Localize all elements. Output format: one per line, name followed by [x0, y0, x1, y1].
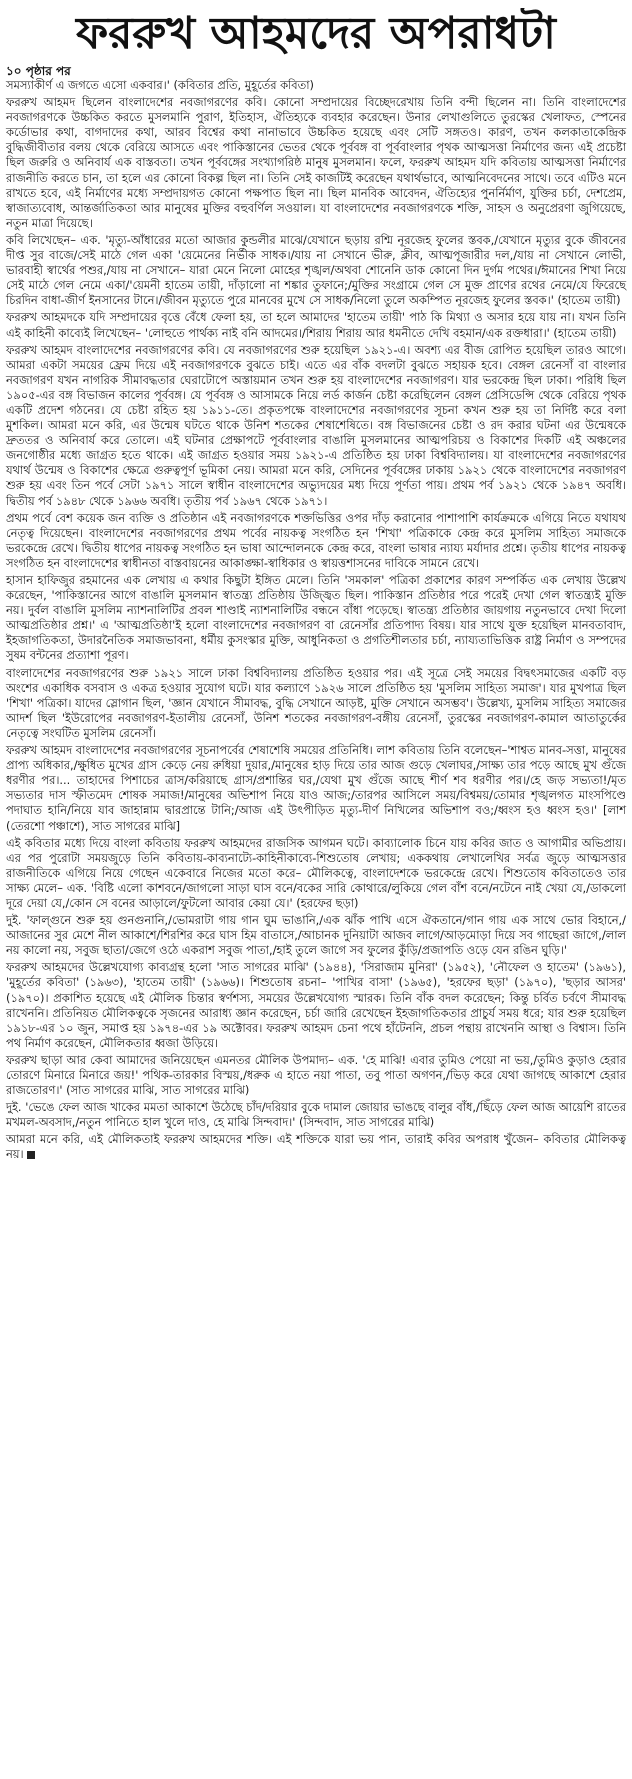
article-paragraph: সমস্যাকীর্ণ এ জগতে এসো একবার।' (কবিতার প্রতি, মুহূর্তের কবিতা): [6, 78, 314, 92]
article-paragraph: এই কবিতার মধ্যে দিয়ে বাংলা কবিতায় ফররুখ আহমদের রাজসিক আগমন ঘটে। কাব্যালোক চিনে যায় কবির জাত ও আগামীর অভিপ্রায়। এর পর পুরোটা সময়জুড়ে তিনি কবিতায়-কাব্যনাট্যে-কাহিনীকাব্যে-শিশুতোষ লেখায়; এককথায় লেখালেখির সর্বত্র জুড়ে আত্মসত্তার রাজনীতিকে এগিয়ে নিয়ে গেছেন একেবারে নিজের মতো করে– মৌলিকত্বে, বাংলাদেশকে ভরকেন্দ্রে রেখে। শিশুতোষ কবিতাতেও তার সাক্ষ্য মেলে– এক. 'বিষ্টি এলো কাশবনে/জাগলো সাড়া ঘাস বনে/বকের সারি কোথারে/লুকিয়ে গেল বাঁশ বনে/নটেনে নাই খেয়া যে,/ডাকলো দূরে দেয়া যে,/কোন সে বনের আড়ালে/ফুটলো আবার কেয়া যে।' (হরফের ছড়া): [6, 835, 626, 910]
article-paragraph: ফররুখ আহমদের উল্লেখযোগ্য কাব্যগ্রন্থ হলো 'সাত সাগরের মাঝি' (১৯৪৪), 'সিরাজাম মুনিরা' (১৯৫২), 'নৌফেল ও হাতেম' (১৯৬১), 'মুহূর্তের কবিতা' (১৯৬৩), 'হাতেম তায়ী' (১৯৬৬)। শিশুতোষ রচনা– 'পাখির বাসা' (১৯৬৫), 'হরফের ছড়া' (১৯৭০), 'ছড়ার আসর' (১৯৭০)। প্রকাশিত হয়েছে এই মৌলিক চিন্তার স্বর্ণশস্য, সময়ের উল্লেখযোগ্য স্মারক। তিনি বাঁক বদল করেছেন; কিন্তু চর্বিত চর্বণে সীমাবদ্ধ রাখেননি। প্রতিনিয়ত মৌলিকত্বকে সৃজনের আরাধ্য জ্ঞান করেছেন, চর্চা জারি রেখেছেন ইহজাগতিকতার প্রাচুর্য সময় ধরে; যার শুরু হয়েছিল ১৯১৮-এর ১০ জুন, সমাপ্ত হয় ১৯৭৪-এর ১৯ অক্টোবর। ফররুখ আহমদ চেনা পথে হাঁটেননি, প্রচল পন্থায় রাখেননি আস্থা ও বিশ্বাস। তিনি পথ নির্মাণ করেছেন, মৌলিকতার ধ্বজা উড়িয়ে।: [6, 960, 626, 1050]
article-headline: ফররুখ আহমদের অপরাধটা: [76, 8, 556, 59]
article-paragraph: ফররুখ আহমদ বাংলাদেশের নবজাগরণের সূচনাপর্বের শেষাশেষি সময়ের প্রতিনিধি। লাশ কবিতায় তিনি বলেছেন–'শাশ্বত মানব-সত্তা, মানুষের প্রাপ্য অধিকার,/ক্ষুধিত মুখের গ্রাস কেড়ে নেয় রুধিয়া দুয়ার,/মানুষের হাড় দিয়ে তার আজ গুড়ে খেলাঘর,/সাক্ষ্য তার পড়ে আছে মুখ গুঁজে ধরণীর পর।... তাহাদের পিশাচের ত্রাস/করিয়াছে গ্রাস/প্রশান্তির ঘর,/যেথা মুখ গুঁজে আছে শীর্ণ শব ধরণীর পর।/হে জড় সভ্যতা!/মৃত সভ্যতার দাস স্ফীতমেদ শোষক সমাজ!/মানুষের অভিশাপ নিয়ে যাও আজ;/তারপর আসিলে সময়/বিশ্বময়/তোমার শৃঙ্খলগত মাংসপিণ্ডে পদাঘাত হানি/নিয়ে যাব জাহান্নাম দ্বারপ্রান্তে টানি;/আজ এই উৎপীড়িত মৃত্যু-দীর্ণ নিখিলের অভিশাপ বও;/ধ্বংস হও ধ্বংস হও।' [লাশ (তেরশো পঞ্চাশে), সাত সাগরের মাঝি]: [6, 743, 626, 833]
article-paragraph: দুই. 'ভেঙে ফেল আজ খাকের মমতা আকাশে উঠেছে চাঁদ/দরিয়ার বুকে দামাল জোয়ার ভাঙছে বালুর বাঁধ,/ছিঁড়ে ফেল আজ আয়েশি রাতের মখমল-অবসাদ,/নতুন পানিতে হাল খুলে দাও, হে মাঝি সিন্দবাদ।' (সিন্দবাদ, সাত সাগরের মাঝি): [6, 1100, 626, 1130]
article-body: [6, 78, 626, 1163]
article-paragraph-final: [6, 1132, 626, 1162]
article-paragraph: বাংলাদেশের নবজাগরণের শুরু ১৯২১ সালে ঢাকা বিশ্ববিদ্যালয় প্রতিষ্ঠিত হওয়ার পর। এই সূত্রে সেই সময়ের বিদ্বৎসমাজের একটি বড় অংশের একাধিক বসবাস ও একত্র হওয়ার সুযোগ ঘটে। যার কল্যাণে ১৯২৬ সালে প্রতিষ্ঠিত হয় 'মুসলিম সাহিত্য সমাজ'। যার মুখপাত্র ছিল 'শিখা' পত্রিকা। যাদের স্লোগান ছিল, 'জ্ঞান যেখানে সীমাবদ্ধ, বুদ্ধি সেখানে আড়ষ্ট, মুক্তি সেখানে অসম্ভব'। উল্লেখ্য, মুসলিম সাহিত্য সমাজের আদর্শ ছিল 'ইউরোপের নবজাগরণ-ইতালীয় রেনেসাঁ, উনিশ শতকের নবজাগরণ-বঙ্গীয় রেনেসাঁ, তুরস্কের নবজাগরণ-কামাল আতাতুর্কের নেতৃত্বে সংঘটিত মুসলিম রেনেসাঁ।: [6, 665, 626, 740]
article-paragraph: প্রথম পর্বে বেশ কয়েক জন ব্যক্তি ও প্রতিষ্ঠান এই নবজাগরণকে শক্তভিত্তির ওপর দাঁড় করানোর পাশাপাশি কার্যক্রমকে এগিয়ে নিতে যথাযথ নেতৃত্ব দিয়েছেন। বাংলাদেশের নবজাগরণের প্রথম পর্বের নায়কত্ব সংগঠিত হন 'শিখা' পত্রিকাকে কেন্দ্র করে মুসলিম সাহিত্য সমাজকে ভরকেন্দ্রে রেখে। দ্বিতীয় ধাপের নায়কত্ব সংগঠিত হন ভাষা আন্দোলনকে কেন্দ্র করে, বাংলা ভাষার ন্যায্য মর্যাদার প্রশ্নে। তৃতীয় ধাপের নায়কত্ব সংগঠিত হন বাংলাদেশের স্বাধীনতা বাস্তবায়নের আকাঙ্ক্ষা-স্বাধিকার ও স্বায়ত্তশাসনের দাবিকে সামনে রেখে।: [6, 510, 626, 570]
end-of-article-mark: [27, 1151, 35, 1159]
article-closing-text: আমরা মনে করি, এই মৌলিকতাই ফররুখ আহমদের শক্তি। এই শক্তিকে যারা ভয় পান, তারাই কবির অপরাধ খুঁজেন– কবিতার মৌলিকত্ব নয়।: [6, 1132, 626, 1162]
article-paragraph: দুই. 'ফাল্গুনে শুরু হয় গুনগুনানি,/ভোমরাটা গায় গান ঘুম ভাঙানি,/এক ঝাঁক পাখি এসে ঐকতানে/গান গায় এক সাথে ভোর বিহানে,/আজানের সুর মেশে নীল আকাশে/শিরশির করে ঘাস হিম বাতাসে,/আচানক দুনিয়াটা আজব লাগে/আড়মোড়া দিয়ে সব গাছেরা জাগে,/লাল নয় কালো নয়, সবুজ ছাতা/জেগে ওঠে একরাশ সবুজ পাতা,/হাই তুলে জাগে সব ফুলের কুঁড়ি/প্রজাপতি ওড়ে যেন রঙিন ঘুড়ি।': [6, 913, 626, 958]
article-paragraph: ফররুখ আহমদ বাংলাদেশের নবজাগরণের কবি। যে নবজাগরণের শুরু হয়েছিল ১৯২১-এ। অবশ্য এর বীজ রোপিত হয়েছিল তারও আগে। আমরা একটা সময়ের ফ্রেম দিয়ে এই নবজাগরণকে বুঝতে চাই। এতে এর বাঁক বদলটা বুঝতে সহায়ক হবে। বেঙ্গল রেনেসাঁ বা বাংলার নবজাগরণ যখন নাগরিক সীমাবদ্ধতার ঘেরাটোপে অস্তায়মান তখন শুরু হয় বাংলাদেশের নবজাগরণ। যার ভরকেন্দ্র ছিল ঢাকা। পরিধি ছিল ১৯০৫-এর বঙ্গ বিভাজন কালের পূর্ববঙ্গ। যে পূর্ববঙ্গ ও আসামকে নিয়ে লর্ড কার্জন চেষ্টা করেছিলেন বেঙ্গল প্রেসিডেন্সি থেকে বেরিয়ে পৃথক একটি প্রদেশ গঠনের। যে চেষ্টা রহিত হয় ১৯১১-তে। প্রকৃতপক্ষে বাংলাদেশের নবজাগরণের সূচনা কখন শুরু হয় তা নির্দিষ্ট করে বলা মুশকিল। আমরা মনে করি, এর উন্মেষ ঘটতে থাকে উনিশ শতকের শেষাশেষিতে। বঙ্গ বিভাজনের চেষ্টা ও রদ করার ঘটনা এর উন্মেষকে দ্রুততর ও অনিবার্য করে তোলে। এই ঘটনার প্রেক্ষাপটে পূর্ববাংলার বাঙালি মুসলমানের আত্মপরিচয় ও বিকাশের দিকটি এই অঞ্চলের জনগোষ্ঠীর মধ্যে জাগ্রত হতে থাকে। এই জাগ্রত হওয়ার সময় ১৯২১-এ প্রতিষ্ঠিত হয় ঢাকা বিশ্ববিদ্যালয়। যা বাংলাদেশের নবজাগরণের যথার্থ উন্মেষ ও বিকাশের ক্ষেত্রে গুরুত্বপূর্ণ ভূমিকা নেয়। আমরা মনে করি, সেদিনের পূর্ববঙ্গের ঢাকায় ১৯২১ থেকে বাংলাদেশের নবজাগরণ শুরু হয় এবং তিন পর্বে সেটা ১৯৭১ সালে স্বাধীন বাংলাদেশের অভ্যুদয়ের মধ্য দিয়ে পূর্ণতা পায়। প্রথম পর্ব ১৯২১ থেকে ১৯৪৭ অবধি। দ্বিতীয় পর্ব ১৯৪৮ থেকে ১৯৬৬ অবধি। তৃতীয় পর্ব ১৯৬৭ থেকে ১৯৭১।: [6, 342, 626, 508]
article-paragraph: ফররুখ আহমদ ছিলেন বাংলাদেশের নবজাগরণের কবি। কোনো সম্প্রদায়ের বিচ্ছেদরেখায় তিনি বন্দী ছিলেন না। তিনি বাংলাদেশের নবজাগরণকে উচ্চকিত করতে মুসলমানি পুরাণ, ইতিহাস, ঐতিহ্যকে ব্যবহার করেছেন। উনার লেখাগুলিতে তুরস্কের খেলাফত, স্পেনের কর্ডোভার কথা, বাগদাদের কথা, আরব বিশ্বের কথা নানাভাবে উচ্চকিত হয়েছে এবং সেটি সঙ্গতও। কারণ, তখন কলকাতাকেন্দ্রিক বুদ্ধিজীবীতার বলয় থেকে বেরিয়ে আসতে এবং পাকিস্তানের ভেতর থেকে পূর্ববঙ্গ বা পূর্ববাংলার পৃথক আত্মসত্তা নির্মাণের জন্য এই প্রচেষ্টা ছিল জরুরি ও অনিবার্য এক বাস্তবতা। তখন পূর্ববঙ্গের সংখ্যাগরিষ্ঠ মানুষ মুসলমান। ফলে, ফররুখ আহমদ যদি কবিতায় আত্মসত্তা নির্মাণের রাজনীতি করতে চান, তা হলে এর কোনো বিকল্প ছিল না। তিনি সেই কাজটিই করেছেন যথার্থভাবে, আত্মনিবেদনের সাথে। তবে এটিও মনে রাখতে হবে, এই নির্মাণের মধ্যে সম্প্রদায়গত কোনো পক্ষপাত ছিল না। ছিল মানবিক আবেদন, ঐতিহ্যের পুনর্নির্মাণ, যুক্তির চর্চা, দেশপ্রেম, স্বাজাত্যবোধ, আন্তর্জাতিকতা আর মানুষের মুক্তির বহুবর্ণিল সওয়াল। যা বাংলাদেশের নবজাগরণকে শক্তি, সাহস ও অনুপ্রেরণা জুগিয়েছে, নতুন মাত্রা দিয়েছে।: [6, 95, 626, 230]
article-paragraph: হাসান হাফিজুর রহমানের এক লেখায় এ কথার কিছুটা ইঙ্গিত মেলে। তিনি 'সমকাল' পত্রিকা প্রকাশের কারণ সম্পর্কিত এক লেখায় উল্লেখ করেছেন, 'পাকিস্তানের আগে বাঙালি মুসলমান স্বাতন্ত্র্য প্রতিষ্ঠায় উজ্জ্বিত ছিল। পাকিস্তান প্রতিষ্ঠার পরে পরেই দেখা গেল স্বাতন্ত্র্যই মুক্তি নয়। দুর্বল বাঙালি মুসলিম ন্যাশনালিটির প্রবল শাণ্ডাই ন্যাশনালিটির বন্ধনে বাঁধা পড়েছে। স্বাতন্ত্র্য প্রতিষ্ঠার জায়গায় নতুনভাবে দেখা দিলো আত্মপ্রতিষ্ঠার প্রশ্ন।' এ 'আত্মপ্রতিষ্ঠা'ই হলো বাংলাদেশের নবজাগরণ বা রেনেসাঁর প্রতিপাদ্য বিষয়। যার সাথে যুক্ত হয়েছিল মানবতাবাদ, ইহজাগতিকতা, উদারনৈতিক সমাজভাবনা, ধর্মীয় কুসংস্কার মুক্তি, আধুনিকতা ও প্রগতিশীলতার চর্চা, ন্যায্যতাভিত্তিক রাষ্ট্র নির্মাণ ও সম্পদের সুষম বন্টনের প্রত্যাশা পূরণ।: [6, 573, 626, 663]
article-paragraph: ফররুখ ছাড়া আর কেবা আমাদের জনিয়েছেন এমনতর মৌলিক উপমাদ্য– এক. 'হে মাঝি! এবার তুমিও পেয়ো না ভয়,/তুমিও কুড়াও হেরার তোরণে মিনারে মিনারে জয়!' পথিক-তারকার বিস্ময়,/ধরুক এ হাতে নয়া পাতা, তবু পাতা অগণন,/ভিড় করে যেথা জাগছে আকাশে হেরার রাজতোরণ।' (সাত সাগরের মাঝি, সাত সাগরের মাঝি): [6, 1052, 626, 1098]
article-paragraph: কবি লিখেছেন– এক. 'মৃত্যু-আঁধারের মতো আজার কুন্ডলীর মাঝে/যেখানে ছড়ায় রশ্মি নূরজেহ ফুলের স্তবক,/যেখানে মৃত্যুর বুকে জীবনের দীপ্ত সুর বাজে/সেই মাঠে গেল একা 'য়েমেনের নির্ভীক সাধক।/যায় না সেখানে ভীরু, ক্লীব, আত্মপূজারীর দল,/যায় না সেখানে লোভী, ভারবাহী স্বার্থের পশুর,/যায় না সেখানে– যারা মেনে নিলো মোহের শৃঙ্খল/অথবা শোনেনি ডাক কোনো দিন দুর্গম পথের।/ঈমানের শিখা নিয়ে সেই মাঠে গেল নেমে একা/'য়েমনী হাতেম তায়ী, দাঁড়ালো না শঙ্কার তুফানে;/মুক্তির সংগ্রামে গেল সে মুক্ত প্রাণের রথের নেমে/যে ফিরেছে চিরদিন বাধা-জীর্ণ ইনসানের টানে।/জীবন মৃত্যুতে পুরে মানবের মুখে সে সাধক/নিলো তুলে অকম্পিত নূরজেহ ফুলের স্তবক।' (হাতেম তায়ী): [6, 232, 626, 308]
continued-from-label: ১০ পৃষ্ঠার পর: [6, 64, 71, 78]
article-paragraph: ফররুখ আহমদকে যদি সম্প্রদায়ের বৃত্তে বেঁধে ফেলা হয়, তা হলে আমাদের 'হাতেম তায়ী' পাঠ কি মিথ্যা ও অসার হয়ে যায় না। যখন তিনি এই কাহিনী কাব্যেই লিখেছেন– 'লোহুতে পার্থক্য নাই বনি আদমের।/শিরায় শিরায় আর ধমনীতে দেখি বহমান/এক রক্তধারা।' (হাতেম তায়ী): [6, 310, 626, 340]
